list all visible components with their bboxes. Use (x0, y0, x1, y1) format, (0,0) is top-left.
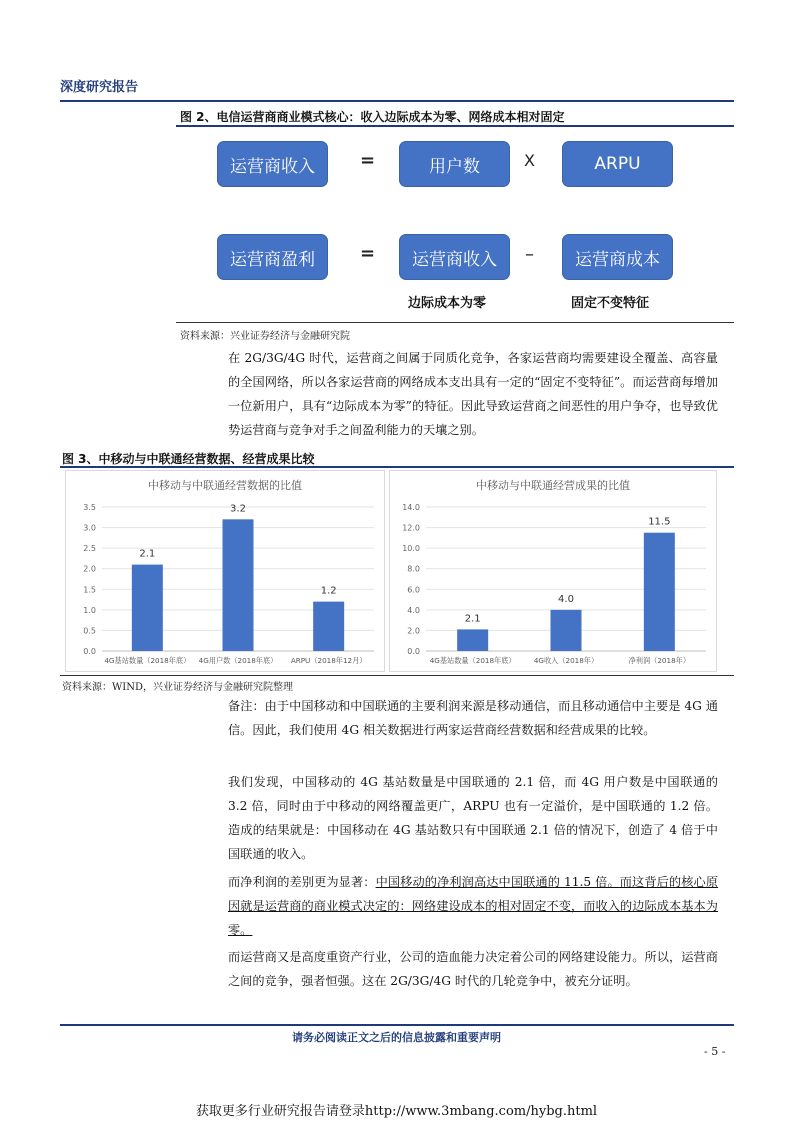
net-profit-lead: 而净利润的差别更为显著： (228, 875, 376, 889)
y-tick-label: 10.0 (402, 544, 420, 554)
y-tick-label: 8.0 (407, 564, 420, 574)
paragraph-heavy-asset: 而运营商又是高度重资产行业，公司的造血能力决定着公司的网络建设能力。所以，运营商之间的竞争，强者恒强。这在 2G/3G/4G 时代的几轮竞争中，被充分证明。 (228, 950, 718, 988)
y-tick-label: 6.0 (407, 585, 420, 595)
report-header-title: 深度研究报告 (60, 80, 139, 95)
multiply-sign: X (524, 151, 535, 170)
figure2-bottom-rule (176, 322, 734, 323)
bar-3 (313, 602, 344, 651)
footer-disclaimer: 请务必阅读正文之后的信息披露和重要声明 (292, 1031, 501, 1044)
y-tick-label: 2.5 (83, 544, 96, 554)
chart-operating-results (390, 471, 716, 671)
net-profit-highlight: 中国移动的净利润高达中国联通的 11.5 倍。而这背后的核心原因就是运营商的商业模式决定的：网络建设成本的相对固定不变，而收入的边际成本基本为零。 (228, 875, 719, 937)
bar-3 (644, 533, 675, 651)
operator-revenue-box-2: 运营商收入 (399, 234, 510, 280)
equals-sign-2: = (360, 243, 376, 264)
bottom-promo-link[interactable]: 获取更多行业研究报告请登录http://www.3mbang.com/hybg.html (195, 1104, 598, 1119)
bar-value-label: 1.2 (320, 585, 337, 597)
bar-2 (551, 610, 582, 651)
marginal-cost-zero-label: 边际成本为零 (408, 296, 487, 311)
y-tick-label: 3.5 (83, 503, 96, 512)
x-category-label: 4G用户数（2018年底） (198, 656, 278, 665)
bar-2 (223, 519, 254, 651)
figure2-caption: 图 2、电信运营商商业模式核心：收入边际成本为零、网络成本相对固定 (180, 110, 565, 124)
chart-operating-results-panel (389, 470, 717, 672)
x-category-label: 4G基站数量（2018年底） (429, 656, 516, 665)
bar-value-label: 2.1 (464, 613, 481, 625)
figure3-top-rule (60, 466, 734, 468)
bar-1 (457, 629, 488, 651)
arpu-box: ARPU (562, 141, 673, 187)
user-count-box: 用户数 (399, 141, 510, 187)
fixed-cost-label: 固定不变特征 (571, 296, 650, 311)
bar-value-label: 3.2 (230, 503, 246, 515)
header-divider (60, 100, 734, 102)
footer-divider (60, 1024, 734, 1026)
y-tick-label: 0.5 (83, 626, 96, 636)
chart-title: 中移动与中联通经营成果的比值 (476, 479, 630, 492)
bar-value-label: 2.1 (139, 548, 156, 560)
y-tick-label: 0.0 (407, 647, 420, 656)
page-number: - 5 - (704, 1045, 726, 1058)
y-tick-label: 4.0 (407, 605, 420, 615)
paragraph-findings: 我们发现，中国移动的 4G 基站数量是中国联通的 2.1 倍，而 4G 用户数是中国联通的 3.2 倍，同时由于中移动的网络覆盖更广，ARPU 也有一定溢价，是中国联通的 1.2 倍。造成的结果就是：中国移动在 4G 基站数只有中国联通 2.1 倍的情况下，创造了 4 倍于中国联通的收入。 (228, 775, 718, 861)
figure3-source: 资料来源：WIND，兴业证券经济与金融研究院整理 (62, 682, 293, 693)
operator-profit-box: 运营商盈利 (217, 234, 328, 280)
bar-1 (132, 565, 163, 651)
y-tick-label: 0.0 (83, 647, 96, 656)
y-tick-label: 12.0 (402, 523, 420, 533)
x-category-label: 4G收入（2018年） (533, 656, 599, 665)
y-tick-label: 1.0 (83, 605, 96, 615)
paragraph-note: 备注：由于中国移动和中国联通的主要利润来源是移动通信，而且移动通信中主要是 4G 通信。因此，我们使用 4G 相关数据进行两家运营商经营数据和经营成果的比较。 (228, 699, 718, 737)
x-category-label: 4G基站数量（2018年底） (104, 656, 191, 665)
figure3-caption: 图 3、中移动与中联通经营数据、经营成果比较 (62, 452, 315, 466)
paragraph-net-profit (228, 870, 718, 942)
paragraph-competition: 在 2G/3G/4G 时代，运营商之间属于同质化竞争，各家运营商均需要建设全覆盖、高容量的全国网络，所以各家运营商的网络成本支出具有一定的“固定不变特征”。而运营商每增加一位新用户，具有“边际成本为零”的特征。因此导致运营商之间恶性的用户争夺，也导致优势运营商与竞争对手之间盈利能力的天壤之别。 (228, 351, 718, 437)
y-tick-label: 14.0 (402, 503, 420, 512)
operator-revenue-box: 运营商收入 (217, 141, 328, 187)
y-tick-label: 2.0 (83, 564, 96, 574)
chart-operating-data (66, 471, 384, 671)
bar-value-label: 11.5 (648, 516, 671, 528)
figure3-bottom-rule (60, 675, 734, 676)
y-tick-label: 2.0 (407, 626, 420, 636)
figure2-source: 资料来源：兴业证券经济与金融研究院 (180, 331, 350, 342)
y-tick-label: 3.0 (83, 523, 96, 533)
chart-title: 中移动与中联通经营数据的比值 (148, 479, 302, 492)
operator-cost-box: 运营商成本 (562, 234, 673, 280)
equals-sign-1: = (360, 150, 376, 171)
y-tick-label: 1.5 (83, 585, 96, 595)
x-category-label: ARPU（2018年12月） (290, 656, 367, 665)
minus-sign: – (525, 244, 534, 265)
figure2-top-rule (176, 125, 734, 127)
x-category-label: 净利润（2018年） (628, 656, 691, 665)
bar-value-label: 4.0 (558, 593, 574, 605)
chart-operating-data-panel (65, 470, 385, 672)
